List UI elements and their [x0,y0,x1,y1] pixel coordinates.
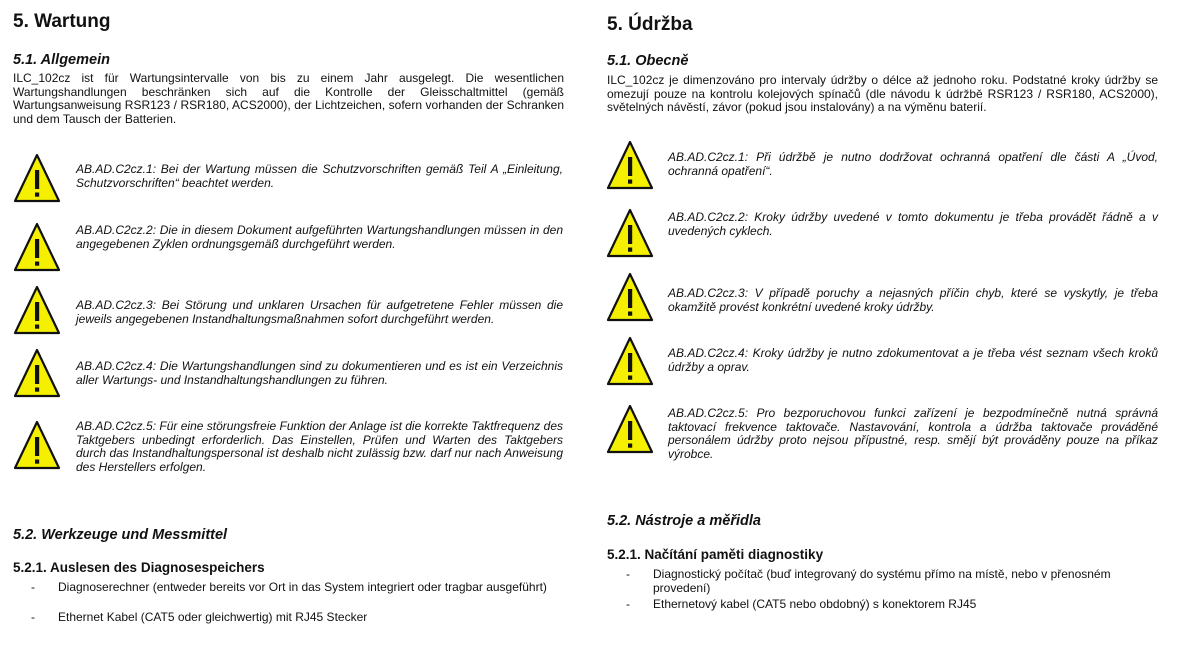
warning-triangle-icon [13,285,61,335]
warning-triangle-icon [606,272,654,322]
list-item [626,598,1156,613]
warning-triangle-icon [13,222,61,272]
general-paragraph: ILC_102cz ist für Wartungsintervalle von bis zu einem Jahr ausgelegt. Die wesentlichen Wartungshandlungen beschränken sich auf die Kontrolle der Gleisschaltmittel (gemäß Wartungsanweisung RSR123 / RSR180, ACS2000), der Lichtzeichen, sofern vorhanden der Schranken und dem Tausch der Batterien. [13,71,564,126]
list-item [626,568,1156,596]
warning-text: AB.AD.C2cz.1: Bei der Wartung müssen die Schutzvorschriften gemäß Teil A „Einleitung, Schutzvorschriften“ beachtet werden. [76,162,563,190]
bullet-marker: - [626,567,630,581]
list-item-text: Ethernet Kabel (CAT5 oder gleichwertig) mit RJ45 Stecker [58,610,368,624]
section-heading-tools: 5.2. Nástroje a měřidla [607,513,761,529]
bullet-marker: - [31,610,35,624]
list-item-text: Diagnostický počítač (buď integrovaný do systému přímo na místě, nebo v přenosném provedení) [653,567,1111,595]
page-heading: 5. Údržba [607,14,693,35]
german-column [0,0,580,670]
warning-triangle-icon [13,153,61,203]
warning-text: AB.AD.C2cz.1: Při údržbě je nutno dodržovat ochranná opatření dle části A „Úvod, ochranná opatření“. [668,150,1158,178]
bullet-marker: - [626,597,630,611]
warning-text: AB.AD.C2cz.2: Die in diesem Dokument aufgeführten Wartungshandlungen müssen in den angegebenen Zyklen ordnungsgemäß durchgeführt werden. [76,223,563,251]
warning-text: AB.AD.C2cz.3: Bei Störung und unklaren Ursachen für aufgetretene Fehler müssen die jeweils angegebenen Instandhaltungsmaßnahmen sofort durchgeführt werden. [76,298,563,326]
warning-triangle-icon [13,420,61,470]
czech-column [590,0,1170,670]
warning-text: AB.AD.C2cz.3: V případě poruchy a nejasných příčin chyb, které se vyskytly, je třeba okamžitě provést konkrétní uvedené kroky údržby. [668,286,1158,314]
subsection-heading-diagnostics: 5.2.1. Auslesen des Diagnosespeichers [13,560,265,575]
list-item [31,611,561,626]
warning-triangle-icon [606,208,654,258]
list-item [31,581,561,609]
section-heading-general: 5.1. Allgemein [13,52,110,68]
list-item-text: Ethernetový kabel (CAT5 nebo obdobný) s konektorem RJ45 [653,597,977,611]
warning-triangle-icon [606,404,654,454]
warning-text: AB.AD.C2cz.2: Kroky údržby uvedené v tomto dokumentu je třeba provádět řádně a v uvedených cyklech. [668,210,1158,238]
list-item-text: Diagnoserechner (entweder bereits vor Ort in das System integriert oder tragbar ausgeführt) [58,580,547,594]
warning-triangle-icon [606,140,654,190]
section-heading-general: 5.1. Obecně [607,53,689,69]
warning-text: AB.AD.C2cz.4: Die Wartungshandlungen sind zu dokumentieren und es ist ein Verzeichnis aller Wartungs- und Instandhaltungshandlungen zu führen. [76,359,563,387]
general-paragraph: ILC_102cz je dimenzováno pro intervaly údržby o délce až jednoho roku. Podstatné kroky údržby se omezují pouze na kontrolu kolejových spínačů (dle návodu k údržbě RSR123 / RSR180, ACS2000), světelných návěstí, závor (pokud jsou instalovány) a na výměnu baterií. [607,73,1158,115]
warning-text: AB.AD.C2cz.5: Für eine störungsfreie Funktion der Anlage ist die korrekte Taktfrequenz des Taktgebers unbedingt erforderlich. Das Einstellen, Prüfen und Warten des Taktgebers durch das Instandhaltungspersonal ist deshalb nicht zulässig bzw. darf nur nach Anweisung des Herstellers erfolgen. [76,419,563,474]
section-heading-tools: 5.2. Werkzeuge und Messmittel [13,527,228,543]
warning-triangle-icon [13,348,61,398]
subsection-heading-diagnostics: 5.2.1. Načítání paměti diagnostiky [607,547,824,562]
page-heading: 5. Wartung [13,11,111,32]
bullet-marker: - [31,580,35,594]
warning-text: AB.AD.C2cz.5: Pro bezporuchovou funkci zařízení je bezpodmínečně nutná správná taktovací frekvence taktovače. Nastavování, kontrola a údržba taktovače prováděné personálem údržby proto nejsou přípustné, resp. smějí být prováděny pouze na příkaz výrobce. [668,406,1158,461]
warning-text: AB.AD.C2cz.4: Kroky údržby je nutno zdokumentovat a je třeba vést seznam všech kroků údržby a oprav. [668,346,1158,374]
warning-triangle-icon [606,336,654,386]
